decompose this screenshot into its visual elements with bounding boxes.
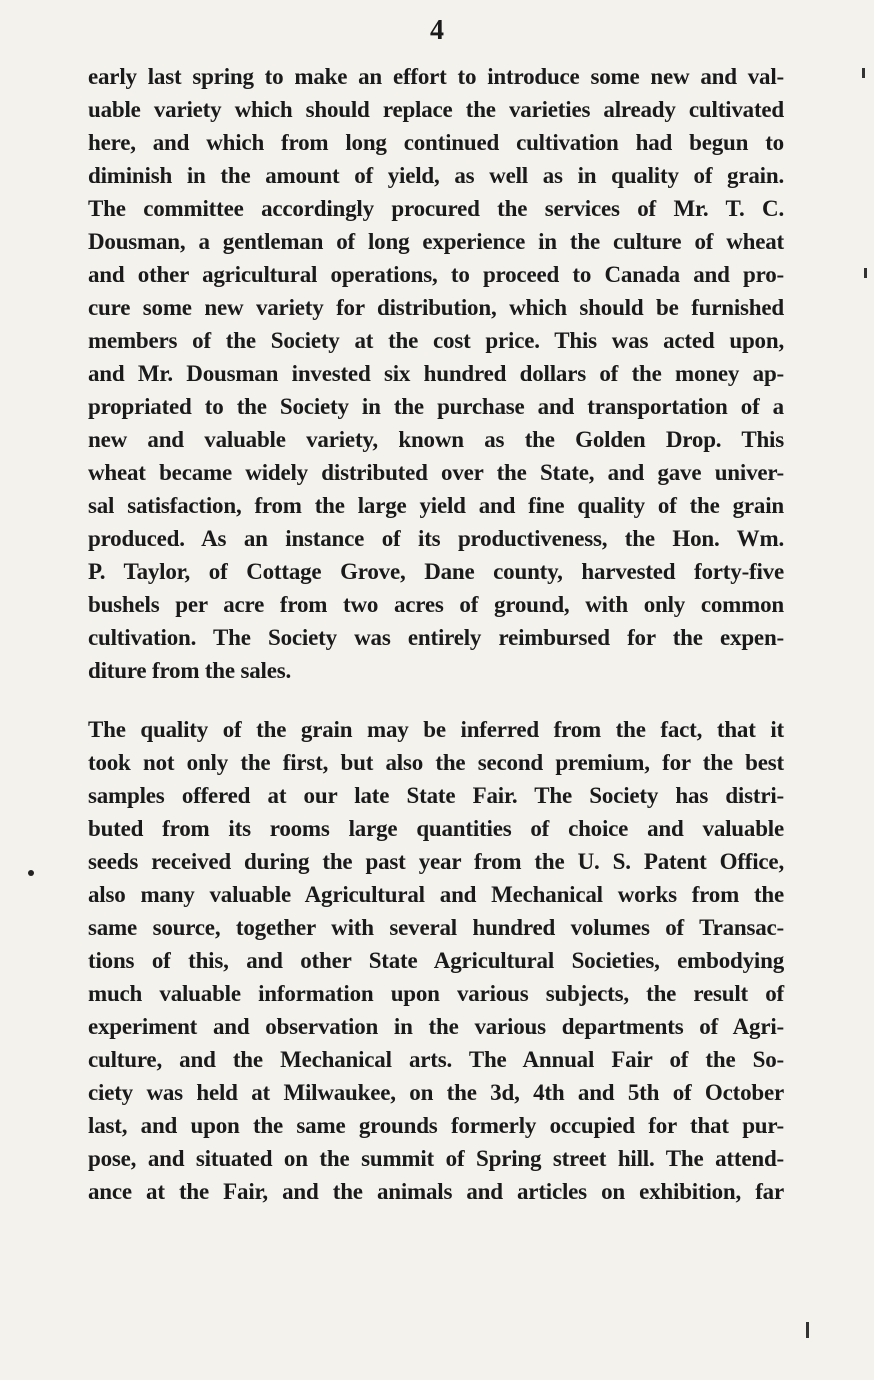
edge-scan-mark bbox=[806, 1322, 809, 1338]
text-line: ciety was held at Milwaukee, on the 3d, 4th and 5th of October bbox=[88, 1080, 784, 1105]
page-number: 4 bbox=[430, 15, 444, 46]
text-line: members of the Society at the cost price. This was acted upon, bbox=[88, 328, 784, 353]
text-line: seeds received during the past year from the U. S. Patent Office, bbox=[88, 849, 784, 874]
text-line: P. Taylor, of Cottage Grove, Dane county, harvested forty-five bbox=[88, 559, 784, 584]
edge-scan-mark bbox=[864, 268, 867, 278]
text-line: and Mr. Dousman invested six hundred dollars of the money ap- bbox=[88, 361, 784, 386]
text-line: uable variety which should replace the varieties already cultivated bbox=[88, 97, 784, 122]
edge-scan-mark bbox=[862, 68, 865, 78]
text-line: new and valuable variety, known as the Golden Drop. This bbox=[88, 427, 784, 452]
text-line: took not only the first, but also the second premium, for the best bbox=[88, 750, 784, 775]
text-line: culture, and the Mechanical arts. The Annual Fair of the So- bbox=[88, 1047, 784, 1072]
body-text bbox=[88, 60, 784, 1208]
text-line: cure some new variety for distribution, which should be furnished bbox=[88, 295, 784, 320]
text-line: here, and which from long continued cultivation had begun to bbox=[88, 130, 784, 155]
text-line: ance at the Fair, and the animals and articles on exhibition, far bbox=[88, 1179, 784, 1204]
text-line: wheat became widely distributed over the State, and gave univer- bbox=[88, 460, 784, 485]
text-line: Dousman, a gentleman of long experience in the culture of wheat bbox=[88, 229, 784, 254]
text-line: and other agricultural operations, to proceed to Canada and pro- bbox=[88, 262, 784, 287]
text-line: much valuable information upon various subjects, the result of bbox=[88, 981, 784, 1006]
text-line: pose, and situated on the summit of Spring street hill. The attend- bbox=[88, 1146, 784, 1171]
text-line: experiment and observation in the various departments of Agri- bbox=[88, 1014, 784, 1039]
text-line: buted from its rooms large quantities of choice and valuable bbox=[88, 816, 784, 841]
text-line: cultivation. The Society was entirely reimbursed for the expen- bbox=[88, 625, 784, 650]
text-line: last, and upon the same grounds formerly occupied for that pur- bbox=[88, 1113, 784, 1138]
text-line: The quality of the grain may be inferred from the fact, that it bbox=[88, 717, 784, 742]
margin-dot-mark bbox=[28, 870, 34, 876]
text-line: diture from the sales. bbox=[88, 658, 292, 683]
text-line: early last spring to make an effort to introduce some new and val- bbox=[88, 64, 784, 89]
text-line: same source, together with several hundred volumes of Transac- bbox=[88, 915, 784, 940]
text-line: bushels per acre from two acres of ground, with only common bbox=[88, 592, 784, 617]
text-line: sal satisfaction, from the large yield and fine quality of the grain bbox=[88, 493, 784, 518]
paragraph-gap bbox=[88, 687, 784, 713]
text-line: produced. As an instance of its productiveness, the Hon. Wm. bbox=[88, 526, 784, 551]
text-line: tions of this, and other State Agricultural Societies, embodying bbox=[88, 948, 784, 973]
text-line: The committee accordingly procured the services of Mr. T. C. bbox=[88, 196, 784, 221]
text-line: propriated to the Society in the purchase and transportation of a bbox=[88, 394, 784, 419]
text-line: diminish in the amount of yield, as well as in quality of grain. bbox=[88, 163, 784, 188]
text-line: samples offered at our late State Fair. The Society has distri- bbox=[88, 783, 784, 808]
text-line: also many valuable Agricultural and Mechanical works from the bbox=[88, 882, 784, 907]
